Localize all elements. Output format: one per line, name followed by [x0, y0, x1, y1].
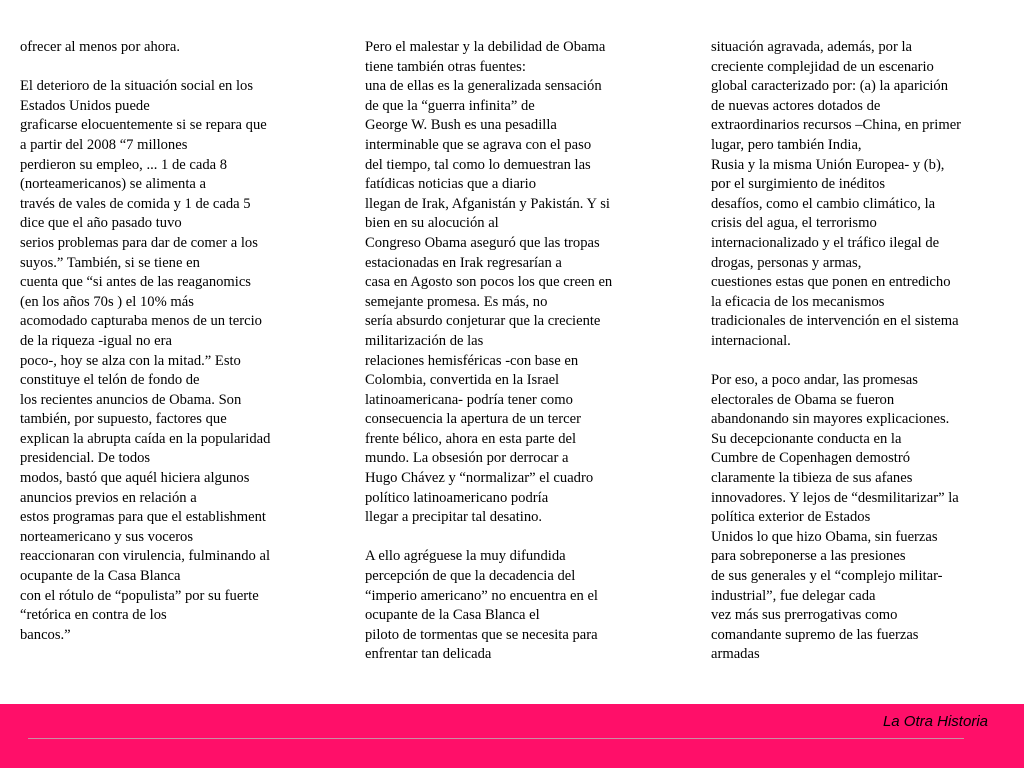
text-line: través de vales de comida y 1 de cada 5	[20, 195, 251, 212]
text-line: una de ellas es la generalizada sensación	[365, 78, 602, 95]
text-line: mundo. La obsesión por derrocar a	[365, 450, 569, 467]
text-line: tradicionales de intervención en el sistema	[711, 313, 959, 330]
text-line: del tiempo, tal como lo demuestran las	[365, 156, 591, 173]
text-line: (norteamericanos) se alimenta a	[20, 176, 206, 193]
text-line: casa en Agosto son pocos los que creen en	[365, 274, 613, 291]
text-line: llegar a precipitar tal desatino.	[365, 509, 543, 526]
text-line: graficarse elocuentemente si se repara que	[20, 117, 267, 134]
text-line: anuncios previos en relación a	[20, 489, 197, 506]
text-column-2	[365, 38, 665, 665]
text-line: llegan de Irak, Afganistán y Pakistán. Y si	[365, 195, 610, 212]
text-line: vez más sus prerrogativas como	[711, 607, 898, 624]
text-line: de nuevas actores dotados de	[711, 97, 881, 114]
text-line: interminable que se agrava con el paso	[365, 136, 592, 153]
text-line: política exterior de Estados	[711, 509, 871, 526]
text-line: desafíos, como el cambio climático, la	[711, 195, 936, 212]
text-line: El deterioro de la situación social en los	[20, 78, 254, 95]
text-line: estacionadas en Irak regresarían a	[365, 254, 562, 271]
text-line: modos, bastó que aquél hiciera algunos	[20, 470, 250, 487]
text-line: “imperio americano” no encuentra en el	[365, 587, 598, 604]
text-line: serios problemas para dar de comer a los	[20, 234, 258, 251]
footer-title: La Otra Historia	[882, 713, 988, 730]
footer-divider	[28, 738, 964, 739]
text-line: lugar, pero también India,	[711, 136, 862, 153]
text-line: de la riqueza -igual no era	[20, 332, 172, 349]
text-line: innovadores. Y lejos de “desmilitarizar” la	[711, 489, 959, 506]
text-line: enfrentar tan delicada	[365, 646, 492, 663]
text-line: cuenta que “si antes de las reaganomics	[20, 274, 251, 291]
text-line: internacional.	[711, 332, 791, 349]
text-line: global caracterizado por: (a) la aparición	[711, 78, 949, 95]
text-line: crisis del agua, el terrorismo	[711, 215, 877, 232]
text-line: político latinoamericano podría	[365, 489, 549, 506]
text-line: (en los años 70s ) el 10% más	[20, 293, 194, 310]
text-line: constituye el telón de fondo de	[20, 372, 200, 389]
text-line: sería absurdo conjeturar que la creciente	[365, 313, 601, 330]
text-line: creciente complejidad de un escenario	[711, 58, 934, 75]
text-line: “retórica en contra de los	[20, 607, 167, 624]
text-line: de que la “guerra infinita” de	[365, 97, 535, 114]
text-line: Su decepcionante conducta en la	[711, 430, 902, 447]
text-line: consecuencia la apertura de un tercer	[365, 411, 581, 428]
text-line: de sus generales y el “complejo militar-	[711, 568, 943, 585]
text-line: ofrecer al menos por ahora.	[20, 39, 181, 55]
text-line: la eficacia de los mecanismos	[711, 293, 885, 310]
text-column-1	[20, 38, 320, 645]
text-line: explican la abrupta caída en la popularidad	[20, 430, 271, 447]
text-line: Colombia, convertida en la Israel	[365, 372, 560, 389]
text-line: a partir del 2008 “7 millones	[20, 136, 188, 153]
text-line: ocupante de la Casa Blanca	[20, 568, 181, 585]
text-line: Congreso Obama aseguró que las tropas	[365, 234, 600, 251]
text-line: piloto de tormentas que se necesita para	[365, 626, 598, 643]
text-line: con el rótulo de “populista” por su fuerte	[20, 587, 259, 604]
text-line: acomodado capturaba menos de un tercio	[20, 313, 262, 330]
text-line: Rusia y la misma Unión Europea- y (b),	[711, 156, 945, 173]
text-line: cuestiones estas que ponen en entredicho	[711, 274, 951, 291]
text-line: estos programas para que el establishment	[20, 509, 266, 526]
text-line: fatídicas noticias que a diario	[365, 176, 537, 193]
text-line: Por eso, a poco andar, las promesas	[711, 372, 918, 389]
text-line: percepción de que la decadencia del	[365, 568, 576, 585]
text-line: para sobreponerse a las presiones	[711, 548, 906, 565]
text-line: perdieron su empleo, ... 1 de cada 8	[20, 156, 228, 173]
text-line: Unidos lo que hizo Obama, sin fuerzas	[711, 528, 938, 545]
text-line: internacionalizado y el tráfico ilegal de	[711, 234, 940, 251]
text-line: claramente la tibieza de sus afanes	[711, 470, 913, 487]
text-line: dice que el año pasado tuvo	[20, 215, 182, 232]
text-line: A ello agréguese la muy difundida	[365, 548, 566, 565]
text-line: semejante promesa. Es más, no	[365, 293, 548, 310]
text-line: reaccionaran con virulencia, fulminando al	[20, 548, 271, 565]
text-line: abandonando sin mayores explicaciones.	[711, 411, 950, 428]
text-line: bien en su alocución al	[365, 215, 499, 232]
text-line	[365, 528, 665, 548]
text-line: Estados Unidos puede	[20, 97, 150, 114]
text-line: presidencial. De todos	[20, 450, 151, 467]
text-line: Pero el malestar y la debilidad de Obama	[365, 39, 606, 55]
text-line	[20, 58, 320, 78]
text-line: industrial”, fue delegar cada	[711, 587, 876, 604]
text-line: frente bélico, ahora en esta parte del	[365, 430, 577, 447]
text-line: armadas	[711, 646, 760, 663]
text-line: situación agravada, además, por la	[711, 39, 912, 55]
text-line: relaciones hemisféricas -con base en	[365, 352, 579, 369]
text-line	[711, 352, 1011, 372]
footer-bar	[0, 704, 1024, 768]
text-line: militarización de las	[365, 332, 484, 349]
text-line: drogas, personas y armas,	[711, 254, 862, 271]
text-column-3	[711, 38, 1011, 665]
text-line: también, por supuesto, factores que	[20, 411, 227, 428]
text-line: tiene también otras fuentes:	[365, 58, 526, 75]
text-line: George W. Bush es una pesadilla	[365, 117, 557, 134]
text-line: poco-, hoy se alza con la mitad.” Esto	[20, 352, 241, 369]
text-line: ocupante de la Casa Blanca el	[365, 607, 540, 624]
text-line: los recientes anuncios de Obama. Son	[20, 391, 242, 408]
text-line: extraordinarios recursos –China, en primer	[711, 117, 962, 134]
text-line: comandante supremo de las fuerzas	[711, 626, 919, 643]
text-line: norteamericano y sus voceros	[20, 528, 194, 545]
text-line: Cumbre de Copenhagen demostró	[711, 450, 910, 467]
text-line: electorales de Obama se fueron	[711, 391, 895, 408]
text-line: latinoamericana- podría tener como	[365, 391, 573, 408]
text-line: bancos.”	[20, 626, 71, 643]
text-line: por el surgimiento de inéditos	[711, 176, 886, 193]
text-line: Hugo Chávez y “normalizar” el cuadro	[365, 470, 594, 487]
text-line: suyos.” También, si se tiene en	[20, 254, 200, 271]
